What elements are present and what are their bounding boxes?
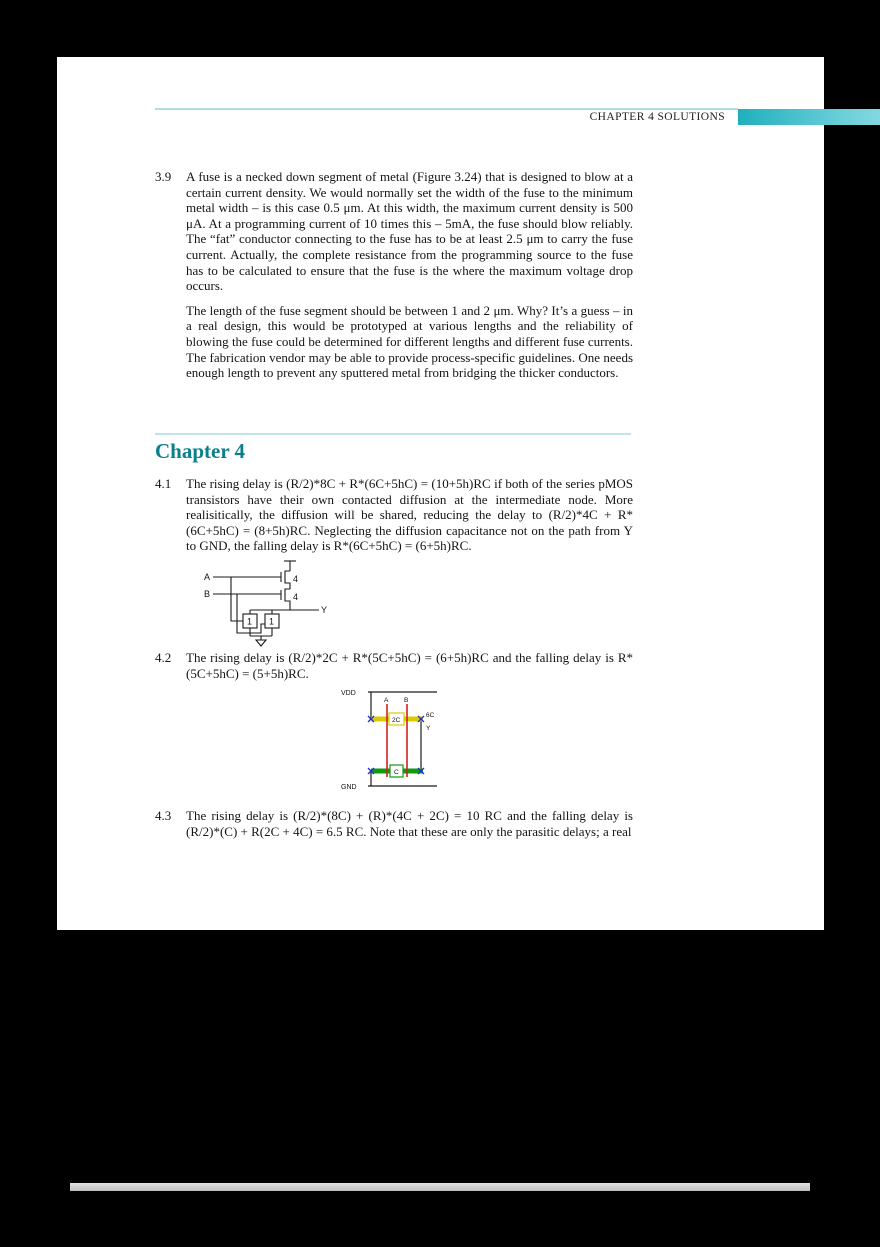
input-b-label: B [204, 589, 211, 599]
item-number: 3.9 [155, 169, 172, 184]
output-y-label: Y [426, 725, 431, 732]
cap-6c-label: 6C [426, 712, 435, 719]
document-page [57, 57, 824, 930]
stick-diagram [340, 683, 444, 795]
pmos-a-width-label: 4 [293, 574, 299, 584]
solution-item-4-1 [155, 476, 633, 554]
nmos-b-width-label: 1 [269, 616, 275, 627]
item-body [186, 808, 633, 839]
page-number-tab [738, 109, 880, 125]
paragraph: The length of the fuse segment should be between 1 and 2 μm. Why? It’s a guess – in a real design, this would be prototyped at various lengths and the reliability of blowing the fuse could be determined for different lengths and different fuse currents. The fabrication vendor may be able to provide process-specific guidelines. One needs enough length to prevent any sputtered metal from bridging the thicker conductors. [186, 302, 633, 381]
header-rule [155, 108, 738, 110]
cap-c-label: C [394, 769, 399, 776]
paragraph: A fuse is a necked down segment of metal (Figure 3.24) that is designed to blow at a certain current density. We would normally set the width of the fuse to the minimum metal width – is this case 0.5 μm. At this width, the maximum current density is 500 μA. At a programming current of 10 times this – 5mA, the fuse should blow reliably. The “fat” conductor connecting to the fuse has to be at least 2.5 μm to carry the fuse current. Actually, the complete resistance from the programming source to the fuse has to be calculated to ensure that the fuse is the where the maximum voltage drop occurs. [186, 169, 633, 294]
vdd-label: VDD [341, 690, 356, 697]
item-number: 4.2 [155, 650, 172, 665]
gate-b-label: B [404, 697, 409, 704]
solution-item-4-2 [155, 650, 633, 681]
running-header: CHAPTER 4 SOLUTIONS [589, 111, 725, 123]
item-body [186, 169, 633, 381]
output-y-label: Y [321, 605, 328, 615]
item-body [186, 650, 633, 681]
paragraph: The rising delay is (R/2)*2C + R*(5C+5hC) = (6+5h)RC and the falling delay is R*(5C+5hC) = (5+5h)RC. [186, 650, 633, 681]
gnd-label: GND [341, 784, 357, 791]
solution-item-4-3 [155, 808, 633, 839]
item-body [186, 476, 633, 554]
item-number: 4.1 [155, 476, 172, 491]
paragraph: The rising delay is (R/2)*(8C) + (R)*(4C + 2C) = 10 RC and the falling delay is (R/2)*(C) + R(2C + 4C) = 6.5 RC. Note that these are only the parasitic delays; a real [186, 808, 633, 839]
paragraph: The rising delay is (R/2)*8C + R*(6C+5hC) = (10+5h)RC if both of the series pMOS transistors have their own contacted diffusion at the intermediate node. More realisitically, the diffusion will be shared, reducing the delay to (R/2)*4C + R*(6C+5hC) = (8+5h)RC. Neglecting the diffusion capacitance not on the path from Y to GND, the falling delay is R*(6C+5hC) = (6+5h)RC. [186, 476, 633, 554]
cap-2c-label: 2C [392, 717, 401, 724]
item-number: 4.3 [155, 808, 172, 823]
pmos-b-width-label: 4 [293, 592, 299, 602]
input-a-label: A [204, 572, 211, 582]
solution-item-3-9 [155, 169, 633, 381]
nmos-a-width-label: 1 [247, 616, 253, 627]
chapter-heading: Chapter 4 [155, 439, 246, 463]
chapter-heading-block [155, 433, 631, 464]
scan-artifact-bar [70, 1183, 810, 1191]
gate-a-label: A [384, 697, 389, 704]
transistor-schematic-diagram [195, 558, 330, 648]
schematic-wires [213, 561, 319, 646]
